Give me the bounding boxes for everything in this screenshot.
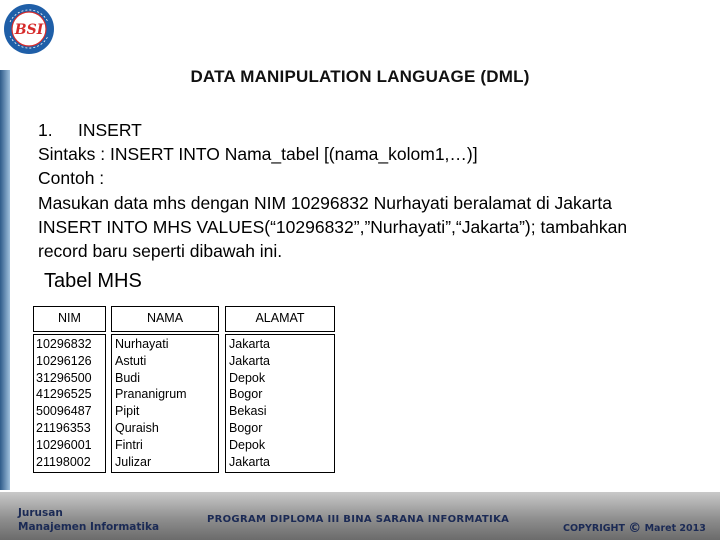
footer-program: PROGRAM DIPLOMA III BINA SARANA INFORMATIKA (207, 514, 510, 525)
header-nim: NIM (58, 311, 81, 325)
example-continuation: record baru seperti dibawah ini. (38, 241, 283, 262)
column-nim (36, 336, 92, 470)
nama-value: Pipit (115, 404, 140, 419)
example-description: Masukan data mhs dengan NIM 10296832 Nurhayati beralamat di Jakarta (38, 192, 612, 213)
column-nama (115, 336, 187, 470)
example-query: INSERT INTO MHS VALUES(“10296832”,”Nurhayati”,“Jakarta”); tambahkan (38, 216, 628, 237)
alamat-value: Bekasi (229, 404, 267, 419)
nama-value: Nurhayati (115, 337, 169, 351)
nim-value: 41296525 (36, 387, 92, 402)
alamat-value: Jakarta (229, 337, 270, 351)
slide-title: DATA MANIPULATION LANGUAGE (DML) (190, 67, 530, 86)
section-name: INSERT (78, 120, 142, 140)
alamat-value: Bogor (229, 420, 263, 435)
syntax-line: Sintaks : INSERT INTO Nama_tabel [(nama_kolom1,…)] (38, 144, 478, 165)
section-number: 1. (38, 120, 53, 140)
copyright-date: Maret 2013 (644, 523, 706, 534)
footer-dept-line1: Jurusan (18, 507, 63, 519)
nim-value: 21196353 (36, 420, 91, 435)
nama-value: Astuti (115, 353, 147, 368)
nama-value: Quraish (115, 420, 159, 435)
header-nama: NAMA (146, 311, 184, 325)
nim-value: 21198002 (36, 454, 91, 469)
left-decorative-band (0, 70, 10, 490)
table-title: Tabel MHS (44, 270, 142, 292)
alamat-value: Jakarta (229, 454, 270, 469)
nim-value: 10296126 (36, 353, 92, 368)
nama-value: Budi (115, 370, 141, 385)
example-label: Contoh : (38, 168, 105, 189)
nim-value: 10296832 (36, 337, 92, 351)
nim-value: 31296500 (36, 370, 92, 385)
nama-value: Prananigrum (115, 387, 187, 402)
nama-value: Julizar (115, 454, 152, 469)
footer-dept-line2: Manajemen Informatika (18, 521, 160, 533)
bsi-logo (2, 2, 56, 56)
copyright-label: COPYRIGHT (563, 523, 625, 534)
alamat-value: Depok (229, 370, 266, 385)
alamat-value: Depok (229, 437, 266, 452)
nim-value: 50096487 (36, 404, 92, 419)
slide-body (38, 118, 720, 263)
svg-text:BSI: BSI (14, 22, 44, 38)
alamat-value: Jakarta (229, 353, 270, 368)
header-alamat: ALAMAT (255, 311, 305, 325)
footer-copyright (563, 520, 706, 535)
footer-department (18, 506, 159, 534)
alamat-value: Bogor (229, 387, 263, 402)
nama-value: Fintri (115, 437, 143, 452)
nim-value: 10296001 (36, 437, 92, 452)
section-heading (38, 118, 720, 142)
column-alamat (229, 336, 270, 470)
copyright-symbol: © (628, 521, 642, 536)
